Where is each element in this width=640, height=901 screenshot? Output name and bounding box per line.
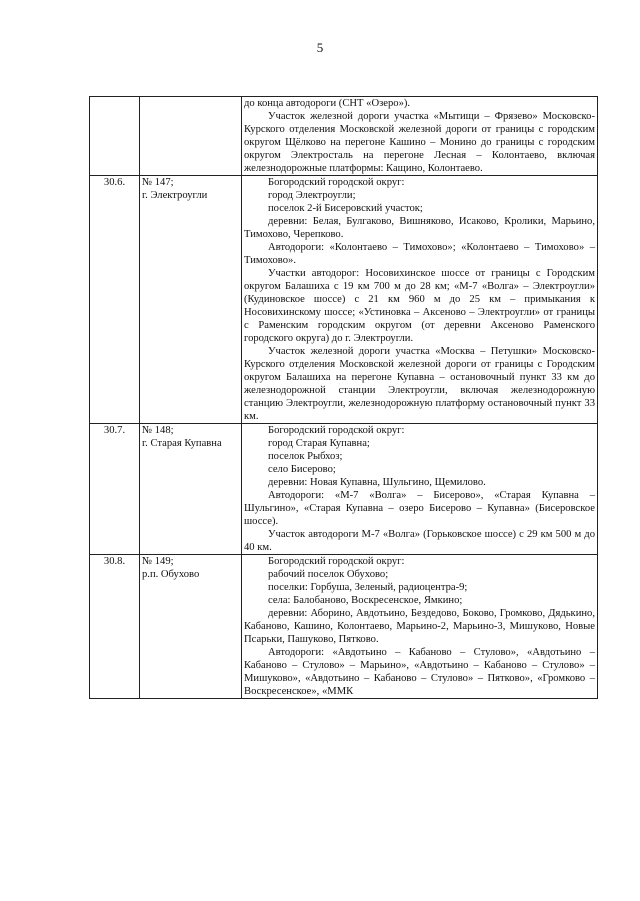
- district-description-cell: [242, 97, 598, 176]
- page-number: 5: [316, 40, 324, 55]
- description-paragraph: поселки: Горбуша, Зеленый, радиоцентра-9;: [268, 582, 468, 593]
- description-paragraph: Богородский городской округ:: [268, 556, 405, 567]
- description-paragraph: деревни: Аборино, Авдотьино, Бездедово, Боково, Громково, Дядькино, Кабаново, Кашино, Колонтаево, Марьино-2, Марьино-3, Мишуково, Новые Псарьки, Пашуково, Пятково.: [244, 608, 595, 645]
- description-paragraph: до конца автодороги (СНТ «Озеро»).: [244, 98, 411, 109]
- row-number-cell: [90, 97, 140, 176]
- description-paragraph: Участок железной дороги участка «Мытищи – Фрязево» Московско-Курского отделения Московской железной дороги от границы с городским округом Щёлково на перегоне Кашино – Монино до границы с городским округом Электросталь на перегоне Лесная – Колонтаево, включая железнодорожные платформы: Кащино, Колонтаево.: [244, 111, 595, 174]
- description-paragraph: Автодороги: «Колонтаево – Тимохово»; «Колонтаево – Тимохово» – Тимохово».: [244, 242, 595, 266]
- description-paragraph: Участок железной дороги участка «Москва – Петушки» Московско-Курского отделения Московской железной дороги от границы с Городским округом Балашиха на перегоне Купавна – остановочный пункт 33 км до железнодорожной станции Электроугли, включая железнодорожную станцию Электроугли, железнодорожную платформу остановочный пункт 33 км.: [244, 346, 595, 422]
- districts-table-body: [90, 97, 598, 699]
- description-paragraph: Богородский городской округ:: [268, 425, 405, 436]
- description-paragraph: Богородский городской округ:: [268, 177, 405, 188]
- district-description-cell: [242, 176, 598, 424]
- description-paragraph: Автодороги: «Авдотьино – Кабаново – Стулово», «Авдотьино – Кабаново – Стулово» – Марьино», «Авдотьино – Кабаново – Стулово» – Мишуково», «Авдотьино – Кабаново – Стулово» – Пятково», «Громково – Воскресенское», «ММК: [244, 647, 595, 697]
- description-paragraph: деревни: Белая, Булгаково, Вишняково, Исаково, Кролики, Марьино, Тимохово, Черепково.: [244, 216, 595, 240]
- description-paragraph: села: Балобаново, Воскресенское, Ямкино;: [268, 595, 463, 606]
- description-paragraph: Участок автодороги М-7 «Волга» (Горьковское шоссе) с 29 км 500 м до 40 км.: [244, 529, 595, 553]
- district-name-line: № 148;: [142, 425, 174, 436]
- row-number-cell: 30.8.: [90, 555, 140, 699]
- description-paragraph: Автодороги: «М-7 «Волга» – Бисерово», «Старая Купавна – Шульгино», «Старая Купавна – озеро Бисерово – Купавна» (Бисеровское шоссе).: [244, 490, 595, 527]
- district-name-line: г. Электроугли: [142, 190, 208, 201]
- district-name-line: р.п. Обухово: [142, 569, 200, 580]
- district-name-line: № 147;: [142, 177, 174, 188]
- table-row: [90, 176, 598, 424]
- district-name-cell: [140, 555, 242, 699]
- description-paragraph: город Электроугли;: [268, 190, 356, 201]
- districts-table: [89, 96, 598, 699]
- district-name-cell: [140, 176, 242, 424]
- district-name-line: г. Старая Купавна: [142, 438, 222, 449]
- district-name-cell: [140, 97, 242, 176]
- description-paragraph: деревни: Новая Купавна, Шульгино, Щемилово.: [268, 477, 486, 488]
- table-row: [90, 424, 598, 555]
- table-row: [90, 555, 598, 699]
- description-paragraph: Участки автодорог: Носовихинское шоссе от границы с Городским округом Балашиха с 19 км 700 м до 28 км; «М-7 «Волга» – Электроугли» (Кудиновское шоссе) с 21 км 960 м до 25 км – примыкания к Носовихинскому шоссе; «Устиновка – Аксеново – Электроугли» от границы с Раменским городским округом (от деревни Аксеново Раменского городского округа) до г. Электроугли.: [244, 268, 595, 344]
- description-paragraph: поселок 2-й Бисеровский участок;: [268, 203, 423, 214]
- row-number-cell: 30.6.: [90, 176, 140, 424]
- description-paragraph: село Бисерово;: [268, 464, 336, 475]
- row-number-cell: 30.7.: [90, 424, 140, 555]
- district-description-cell: [242, 424, 598, 555]
- description-paragraph: рабочий поселок Обухово;: [268, 569, 389, 580]
- district-description-cell: [242, 555, 598, 699]
- district-name-cell: [140, 424, 242, 555]
- description-paragraph: город Старая Купавна;: [268, 438, 370, 449]
- description-paragraph: поселок Рыбхоз;: [268, 451, 343, 462]
- table-row: [90, 97, 598, 176]
- district-name-line: № 149;: [142, 556, 174, 567]
